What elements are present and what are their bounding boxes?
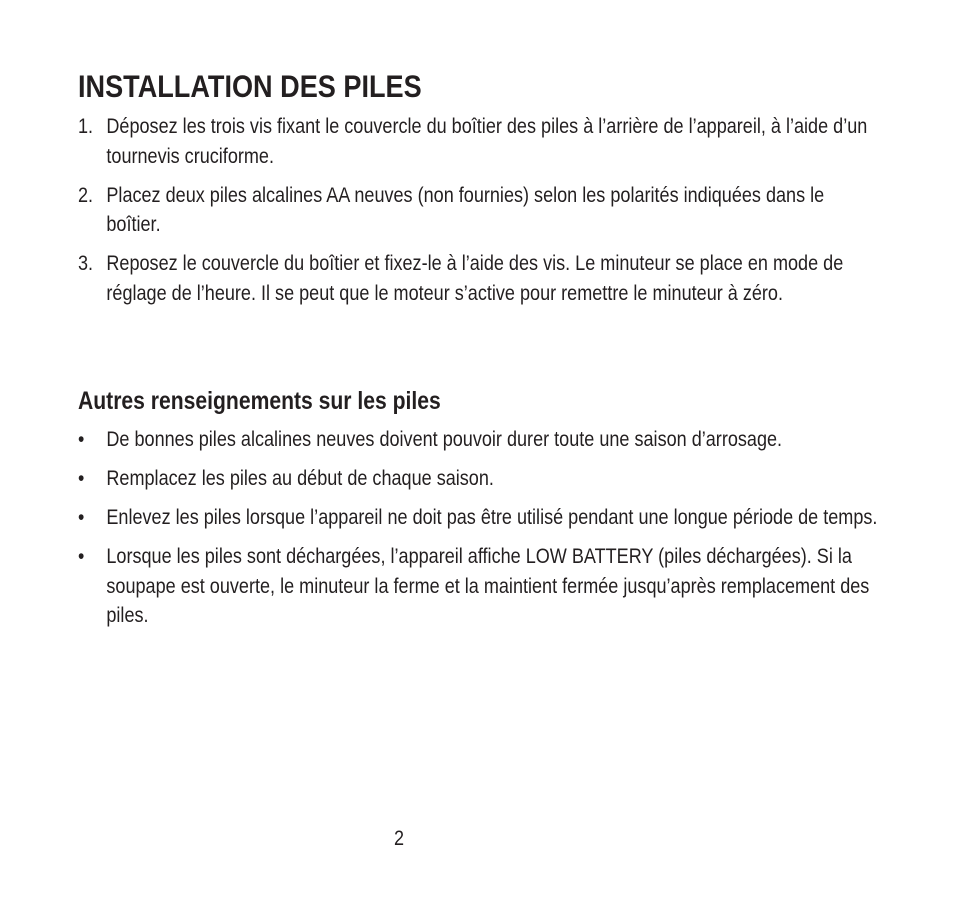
list-item [78, 181, 878, 240]
list-item [78, 542, 878, 631]
bullet-text: Enlevez les piles lorsque l’appareil ne doit pas être utilisé pendant une longue période de temps. [106, 506, 878, 529]
list-item [78, 249, 878, 308]
step-text: Placez deux piles alcalines AA neuves (non fournies) selon les polarités indiquées dans le boîtier. [106, 183, 825, 236]
section-heading-battery-info: Autres renseignements sur les piles [78, 388, 441, 415]
page-number: 2 [393, 827, 405, 850]
step-number: 3. [78, 252, 94, 275]
step-number: 1. [78, 115, 94, 138]
bullet-text: Lorsque les piles sont déchargées, l’appareil affiche LOW BATTERY (piles déchargées). Si la soupape est ouverte, le minuteur la ferme et la maintient fermée jusqu’après remplacement des piles. [106, 545, 870, 627]
step-text: Reposez le couvercle du boîtier et fixez-le à l’aide des vis. Le minuteur se place en mode de réglage de l’heure. Il se peut que le moteur s’active pour remettre le minuteur à zéro. [106, 252, 844, 305]
bullet-text: Remplacez les piles au début de chaque saison. [106, 467, 494, 490]
step-number: 2. [78, 183, 94, 207]
section-heading-battery-installation: INSTALLATION DES PILES [78, 68, 422, 104]
list-item [78, 112, 878, 171]
bullet-text: De bonnes piles alcalines neuves doivent pouvoir durer toute une saison d’arrosage. [106, 428, 783, 451]
installation-steps-list [78, 112, 878, 308]
battery-info-list [78, 425, 878, 631]
step-text: Déposez les trois vis fixant le couvercle du boîtier des piles à l’arrière de l’appareil, à l’aide d’un tournevis cruciforme. [106, 115, 868, 168]
bullet-icon: • [78, 506, 85, 529]
bullet-icon: • [78, 428, 85, 451]
document-page [78, 0, 878, 904]
list-item [78, 503, 878, 533]
bullet-icon: • [78, 467, 85, 490]
bullet-icon: • [78, 545, 85, 568]
list-item [78, 425, 878, 455]
list-item [78, 464, 878, 494]
